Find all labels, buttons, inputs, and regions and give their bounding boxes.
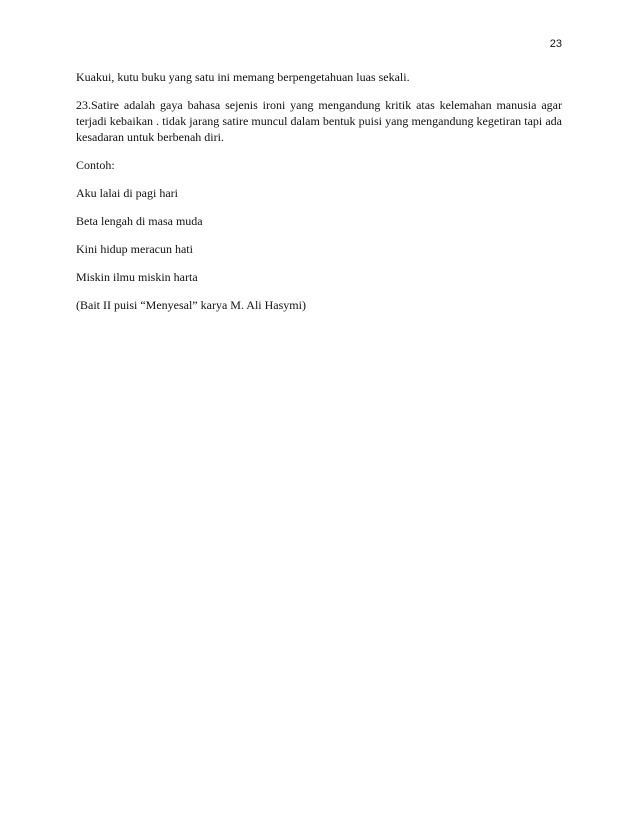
satire-definition: 23.Satire adalah gaya bahasa sejenis ironi yang mengandung kritik atas kelemahan manusia agar terjadi kebaikan . tidak jarang satire muncul dalam bentuk puisi yang mengandung kegetiran tapi ada kesadaran untuk berbenah diri. [76, 98, 562, 144]
example-sentence: Kuakui, kutu buku yang satu ini memang berpengetahuan luas sekali. [76, 70, 410, 84]
document-body [76, 69, 562, 313]
poem-line: Aku lalai di pagi hari [76, 186, 178, 200]
poem-line: Miskin ilmu miskin harta [76, 270, 198, 284]
poem-line: Kini hidup meracun hati [76, 242, 193, 256]
page-number: 23 [549, 38, 562, 50]
poem-line: Beta lengah di masa muda [76, 214, 203, 228]
example-label: Contoh: [76, 158, 115, 172]
poem-citation: (Bait II puisi “Menyesal” karya M. Ali Hasymi) [76, 298, 306, 312]
